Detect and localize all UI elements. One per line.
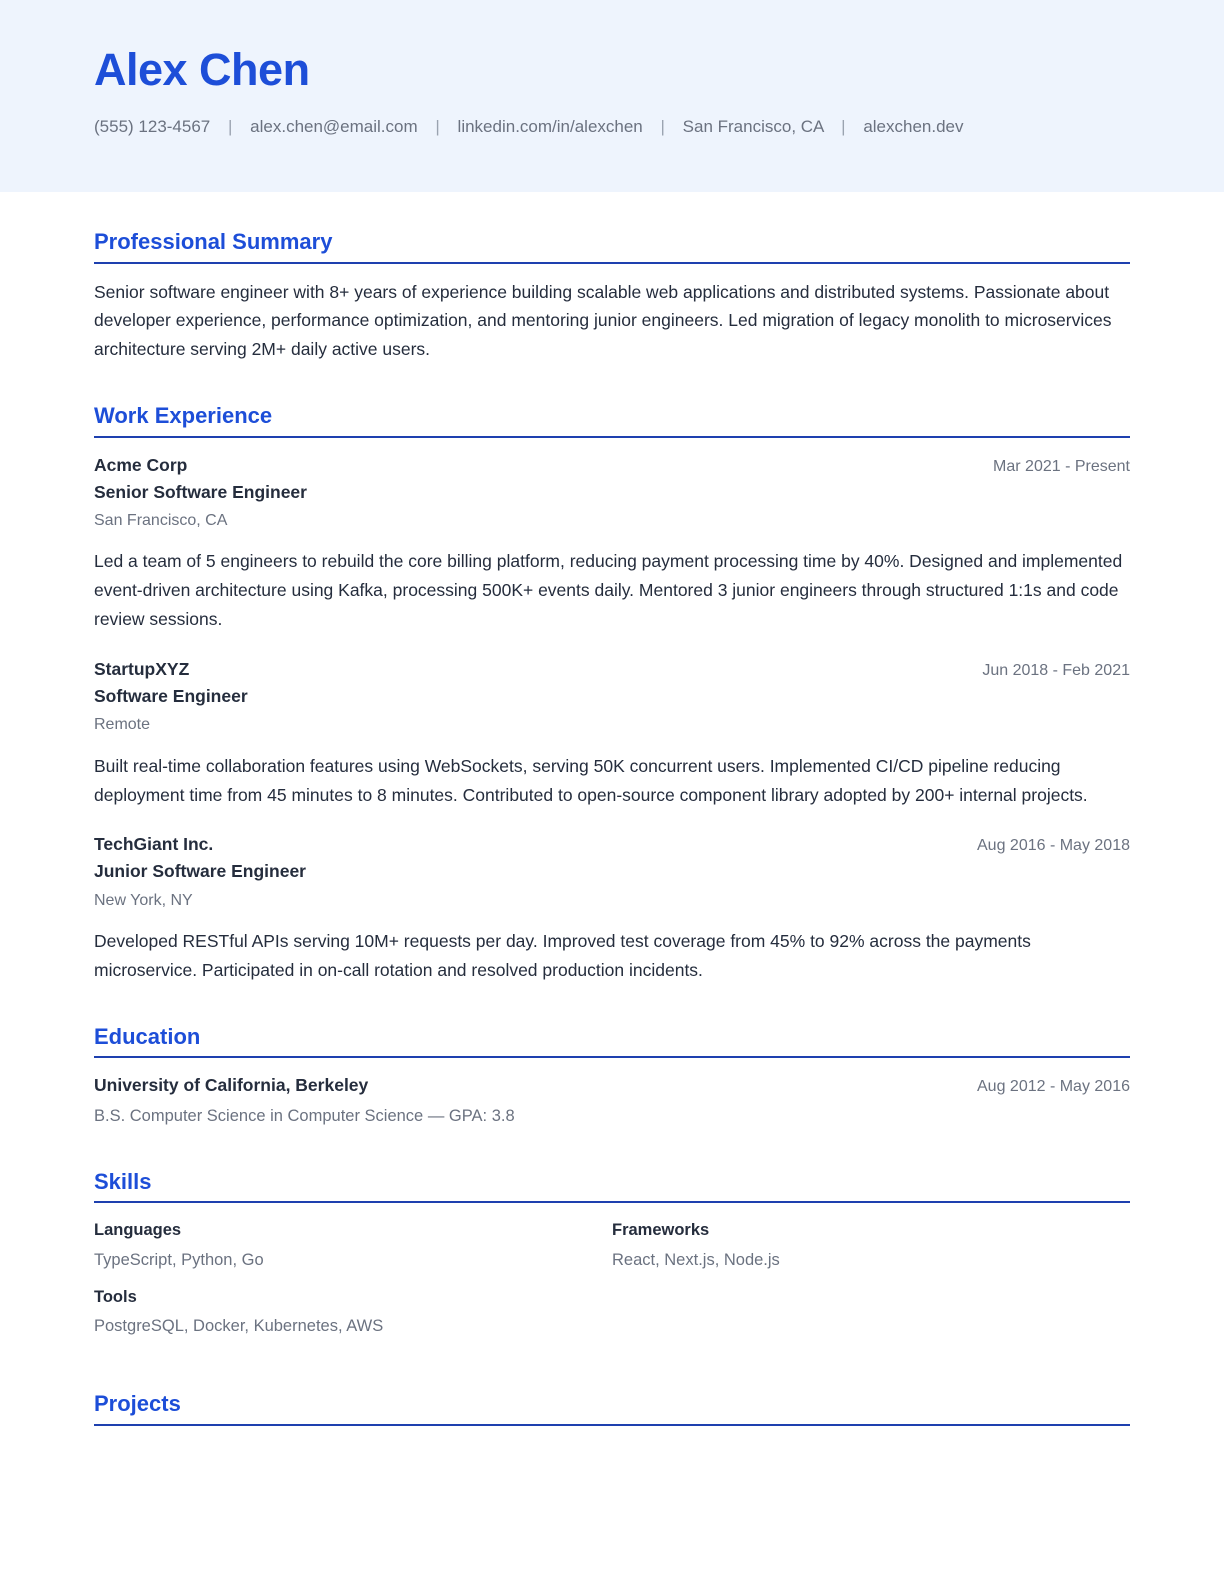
section-skills [94, 1168, 1130, 1350]
experience-dates: Aug 2016 - May 2018 [977, 837, 1130, 855]
skill-category-label: Tools [94, 1287, 137, 1306]
section-projects [94, 1390, 1130, 1480]
contact-separator: | [841, 117, 846, 137]
experience-dates: Mar 2021 - Present [993, 457, 1130, 475]
section-title-summary: Professional Summary [94, 229, 333, 254]
experience-role: Senior Software Engineer [94, 481, 307, 502]
section-title-skills: Skills [94, 1168, 152, 1194]
section-education [94, 1023, 1130, 1130]
contact-phone: (555) 123-4567 [94, 117, 211, 137]
skill-category-label: Frameworks [612, 1221, 710, 1240]
experience-description: Developed RESTful APIs serving 10M+ requests per day. Improved test coverage from 45% to 92% across the payments microservice. Participated in on-call rotation and resolved production incidents. [94, 931, 1031, 981]
section-professional-summary [94, 228, 1130, 364]
experience-company: Acme Corp [94, 454, 188, 475]
section-title-education: Education [94, 1023, 201, 1049]
contact-separator: | [435, 117, 440, 137]
education-header-row [94, 1072, 1130, 1099]
section-divider [94, 262, 1130, 264]
skill-group-languages [94, 1217, 612, 1273]
experience-role: Junior Software Engineer [94, 861, 306, 882]
experience-entry [94, 452, 1130, 634]
experience-location: New York, NY [94, 891, 193, 909]
contact-email: alex.chen@email.com [250, 117, 418, 137]
education-entry [94, 1072, 1130, 1129]
contact-separator: | [660, 117, 665, 137]
skill-group-tools [94, 1284, 612, 1340]
skills-grid [94, 1217, 1130, 1350]
section-divider [94, 1424, 1130, 1426]
section-title-projects: Projects [94, 1391, 181, 1417]
experience-entry [94, 656, 1130, 809]
contact-separator: | [228, 117, 233, 137]
education-dates: Aug 2012 - May 2016 [977, 1078, 1130, 1096]
experience-description: Built real-time collaboration features using WebSockets, serving 50K concurrent users. Implemented CI/CD pipeline reducing deployment time from 45 minutes to 8 minutes. Contributed to open-source component library adopted by 200+ internal projects. [94, 755, 1088, 805]
experience-description: Led a team of 5 engineers to rebuild the core billing platform, reducing payment processing time by 40%. Designed and implemented event-driven architecture using Kafka, processing 500K+ events daily. Mentored 3 junior engineers through structured 1:1s and code review sessions. [94, 551, 1123, 630]
projects-list [94, 1440, 1130, 1480]
resume-body [0, 228, 1224, 1480]
education-school: University of California, Berkeley [94, 1075, 369, 1096]
skill-items-list: React, Next.js, Node.js [612, 1250, 780, 1269]
education-degree: B.S. Computer Science in Computer Science — GPA: 3.8 [94, 1107, 515, 1126]
contact-line [94, 115, 1130, 139]
experience-role: Software Engineer [94, 685, 248, 706]
experience-location: Remote [94, 716, 151, 734]
experience-entry [94, 831, 1130, 984]
skill-group-frameworks [612, 1217, 1130, 1273]
section-title-experience: Work Experience [94, 403, 273, 429]
skill-items-list: PostgreSQL, Docker, Kubernetes, AWS [94, 1317, 384, 1336]
section-divider [94, 436, 1130, 438]
experience-company: StartupXYZ [94, 658, 190, 679]
contact-website: alexchen.dev [863, 117, 964, 137]
section-divider [94, 1056, 1130, 1058]
experience-dates: Jun 2018 - Feb 2021 [982, 661, 1130, 679]
experience-header-row [94, 656, 1130, 683]
contact-location: San Francisco, CA [682, 117, 824, 137]
skill-items-list: TypeScript, Python, Go [94, 1250, 264, 1269]
experience-location: San Francisco, CA [94, 511, 228, 529]
experience-company: TechGiant Inc. [94, 834, 214, 855]
experience-header-row [94, 831, 1130, 858]
section-work-experience [94, 402, 1130, 985]
skill-category-label: Languages [94, 1221, 182, 1240]
experience-header-row [94, 452, 1130, 479]
contact-linkedin: linkedin.com/in/alexchen [457, 117, 643, 137]
summary-text: Senior software engineer with 8+ years of experience building scalable web applications and distributed systems. Passionate about developer experience, performance optimization, and mentoring junior engineers. Led migration of legacy monolith to microservices architecture serving 2M+ daily active users. [94, 281, 1112, 360]
resume-header [0, 0, 1224, 192]
section-divider [94, 1201, 1130, 1203]
candidate-name: Alex Chen [94, 44, 310, 95]
